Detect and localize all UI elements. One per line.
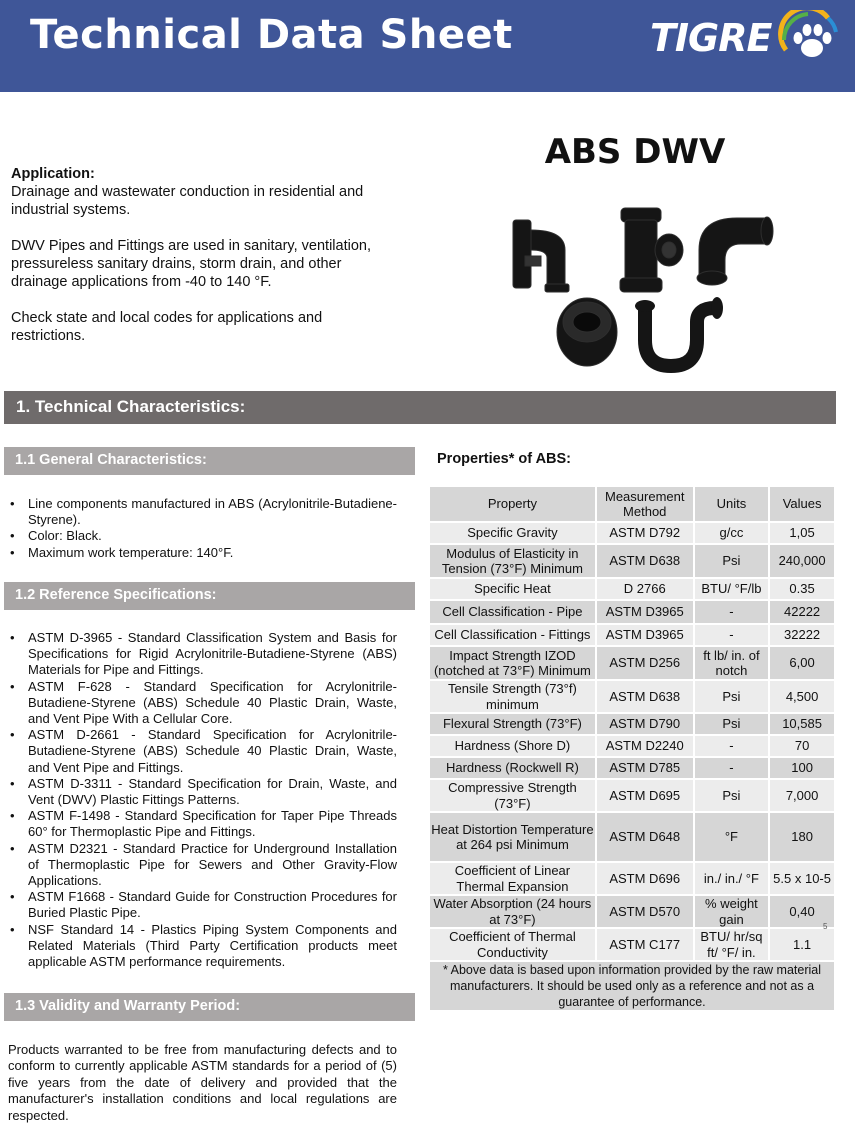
header-banner (0, 0, 855, 92)
table-row (429, 522, 835, 544)
application-text-2: DWV Pipes and Fittings are used in sanitary, ventilation, pressureless sanitary drains, storm drain, and other drainage applications from -40 to 140 °F. (11, 238, 371, 290)
cell-value: 240,000 (769, 544, 835, 578)
cell-units: ft lb/ in. of notch (694, 646, 770, 680)
cell-value: 32222 (769, 624, 835, 646)
section-technical-characteristics (4, 391, 836, 424)
cell-units: BTU/ hr/sq ft/ °F/ in. (694, 928, 770, 961)
cell-units: - (694, 757, 770, 779)
cell-property: Hardness (Rockwell R) (429, 757, 596, 779)
coupling-fitting (557, 298, 617, 366)
table-row (429, 646, 835, 680)
table-row (429, 624, 835, 646)
table-row (429, 735, 835, 757)
cell-units: - (694, 735, 770, 757)
cell-property: Water Absorption (24 hours at 73°F) (429, 895, 596, 928)
list-item: • ASTM D-2661 - Standard Specification for Acrylonitrile-Butadiene-Styrene (ABS) Schedule 40 Plastic Drain, Waste, and Vent Pipe and Fittings. (10, 727, 397, 776)
cell-method: ASTM D256 (596, 646, 694, 680)
table-row (429, 713, 835, 735)
header-units: Units (694, 486, 770, 522)
table-row (429, 779, 835, 812)
cell-property: Cell Classification - Fittings (429, 624, 596, 646)
table-footnote: * Above data is based upon information provided by the raw material manufacturers. It should be used only as a reference and not as a guarantee of performance. (429, 961, 835, 1011)
cell-units: BTU/ °F/lb (694, 578, 770, 600)
cell-value: 0.35 (769, 578, 835, 600)
product-title: ABS DWV (544, 132, 726, 172)
table-row (429, 680, 835, 713)
table-footnote-row (429, 961, 835, 1011)
cell-property: Heat Distortion Temperature at 264 psi Minimum (429, 812, 596, 862)
subsection-title: 1.3 Validity and Warranty Period: (15, 998, 241, 1014)
cell-value: 6,00 (769, 646, 835, 680)
paw-logo-icon (778, 10, 840, 68)
list-item: • ASTM F1668 - Standard Guide for Construction Procedures for Buried Plastic Pipe. (10, 889, 397, 921)
cell-property: Modulus of Elasticity in Tension (73°F) Minimum (429, 544, 596, 578)
properties-table (428, 485, 836, 1012)
cell-property: Coefficient of Thermal Conductivity (429, 928, 596, 961)
cell-units: Psi (694, 779, 770, 812)
list-item: • ASTM D2321 - Standard Practice for Underground Installation of Thermoplastic Pipe for Sewers and Other Gravity-Flow Applications. (10, 841, 397, 890)
cell-value: 70 (769, 735, 835, 757)
cell-value: 5.5 x 10-5 (769, 862, 835, 895)
application-block (11, 165, 396, 363)
list-item: • ASTM D-3311 - Standard Specification for Drain, Waste, and Vent (DWV) Plastic Fittings Patterns. (10, 776, 397, 808)
cell-method: ASTM D638 (596, 680, 694, 713)
cell-method: ASTM D648 (596, 812, 694, 862)
properties-table-body (429, 522, 835, 1011)
cell-value: 100 (769, 757, 835, 779)
section-title: 1. Technical Characteristics: (16, 397, 246, 416)
subsection-validity-warranty (4, 993, 415, 1021)
cell-method: ASTM D3965 (596, 600, 694, 624)
application-text-1: Drainage and wastewater conduction in residential and industrial systems. (11, 184, 364, 218)
cell-units: in./ in./ °F (694, 862, 770, 895)
list-item: • Line components manufactured in ABS (Acrylonitrile-Butadiene-Styrene). (10, 496, 397, 528)
cell-method: ASTM D785 (596, 757, 694, 779)
cell-method: ASTM C177 (596, 928, 694, 961)
application-text-3: Check state and local codes for applications and restrictions. (11, 310, 323, 344)
cell-method: D 2766 (596, 578, 694, 600)
cell-value: 0,40 (769, 895, 835, 928)
brand-name: TIGRE (650, 16, 772, 60)
cell-property: Specific Gravity (429, 522, 596, 544)
cell-property: Coefficient of Linear Thermal Expansion (429, 862, 596, 895)
subsection-title: 1.1 General Characteristics: (15, 452, 207, 468)
brand-logo (650, 10, 840, 70)
sanitary-tee-fitting (513, 220, 569, 292)
table-row (429, 862, 835, 895)
cell-value: 1,05 (769, 522, 835, 544)
table-row (429, 757, 835, 779)
header-method: Measurement Method (596, 486, 694, 522)
cell-method: ASTM D570 (596, 895, 694, 928)
cell-method: ASTM D790 (596, 713, 694, 735)
table-header-row (429, 486, 835, 522)
list-item: • Maximum work temperature: 140°F. (10, 545, 397, 561)
table-row (429, 544, 835, 578)
cell-method: ASTM D638 (596, 544, 694, 578)
cell-method: ASTM D2240 (596, 735, 694, 757)
cell-property: Cell Classification - Pipe (429, 600, 596, 624)
header-values: Values (769, 486, 835, 522)
footnote-marker: 5 (823, 922, 828, 931)
reference-specifications-list (10, 630, 397, 970)
application-label: Application: (11, 166, 95, 182)
cell-units: % weight gain (694, 895, 770, 928)
cell-property: Tensile Strength (73°f) minimum (429, 680, 596, 713)
cell-method: ASTM D3965 (596, 624, 694, 646)
cell-units: g/cc (694, 522, 770, 544)
cell-method: ASTM D696 (596, 862, 694, 895)
cell-units: Psi (694, 544, 770, 578)
elbow-fitting (697, 217, 773, 285)
table-row (429, 578, 835, 600)
list-item: • ASTM F-628 - Standard Specification for Acrylonitrile-Butadiene-Styrene (ABS) Schedule 40 Plastic Drain, Waste, and Vent Pipe With a Cellular Core. (10, 679, 397, 728)
cell-units: Psi (694, 713, 770, 735)
general-characteristics-list (10, 496, 397, 561)
subsection-reference-specifications (4, 582, 415, 610)
cell-value: 1.1 (769, 928, 835, 961)
cell-property: Hardness (Shore D) (429, 735, 596, 757)
cell-units: °F (694, 812, 770, 862)
cell-property: Compressive Strength (73°F) (429, 779, 596, 812)
list-item: • Color: Black. (10, 528, 397, 544)
properties-label: Properties* of ABS: (437, 451, 572, 467)
cell-method: ASTM D695 (596, 779, 694, 812)
list-item: • ASTM D-3965 - Standard Classification System and Basis for Specifications for Rigid Acrylonitrile-Butadiene-Styrene (ABS) Materials for Pipe and Fittings. (10, 630, 397, 679)
pipe-fittings-image (505, 200, 795, 380)
list-item: • ASTM F-1498 - Standard Specification for Taper Pipe Threads 60° for Thermoplastic Pipe and Fittings. (10, 808, 397, 840)
table-row (429, 895, 835, 928)
p-trap-fitting (645, 308, 715, 366)
cell-units: - (694, 624, 770, 646)
header-property: Property (429, 486, 596, 522)
warranty-text: Products warranted to be free from manufacturing defects and to conform to currently applicable ASTM standards for a period of (5) five years from the date of delivery and provided that the manufacturer's installation conditions and local regulations are respected. (8, 1042, 397, 1123)
subsection-title: 1.2 Reference Specifications: (15, 587, 217, 603)
subsection-general-characteristics (4, 447, 415, 475)
tee-fitting (620, 208, 683, 292)
cell-method: ASTM D792 (596, 522, 694, 544)
cell-units: - (694, 600, 770, 624)
cell-units: Psi (694, 680, 770, 713)
cell-value: 42222 (769, 600, 835, 624)
list-item: • NSF Standard 14 - Plastics Piping System Components and Related Materials (Third Party Certification products meet applicable ASTM performance requirements. (10, 922, 397, 971)
cell-value: 10,585 (769, 713, 835, 735)
cell-property: Impact Strength IZOD (notched at 73°F) Minimum (429, 646, 596, 680)
table-row (429, 812, 835, 862)
table-row (429, 600, 835, 624)
cell-value: 7,000 (769, 779, 835, 812)
page-title: Technical Data Sheet (30, 12, 513, 58)
cell-property: Specific Heat (429, 578, 596, 600)
cell-value: 180 (769, 812, 835, 862)
table-row (429, 928, 835, 961)
cell-value: 4,500 (769, 680, 835, 713)
cell-property: Flexural Strength (73°F) (429, 713, 596, 735)
